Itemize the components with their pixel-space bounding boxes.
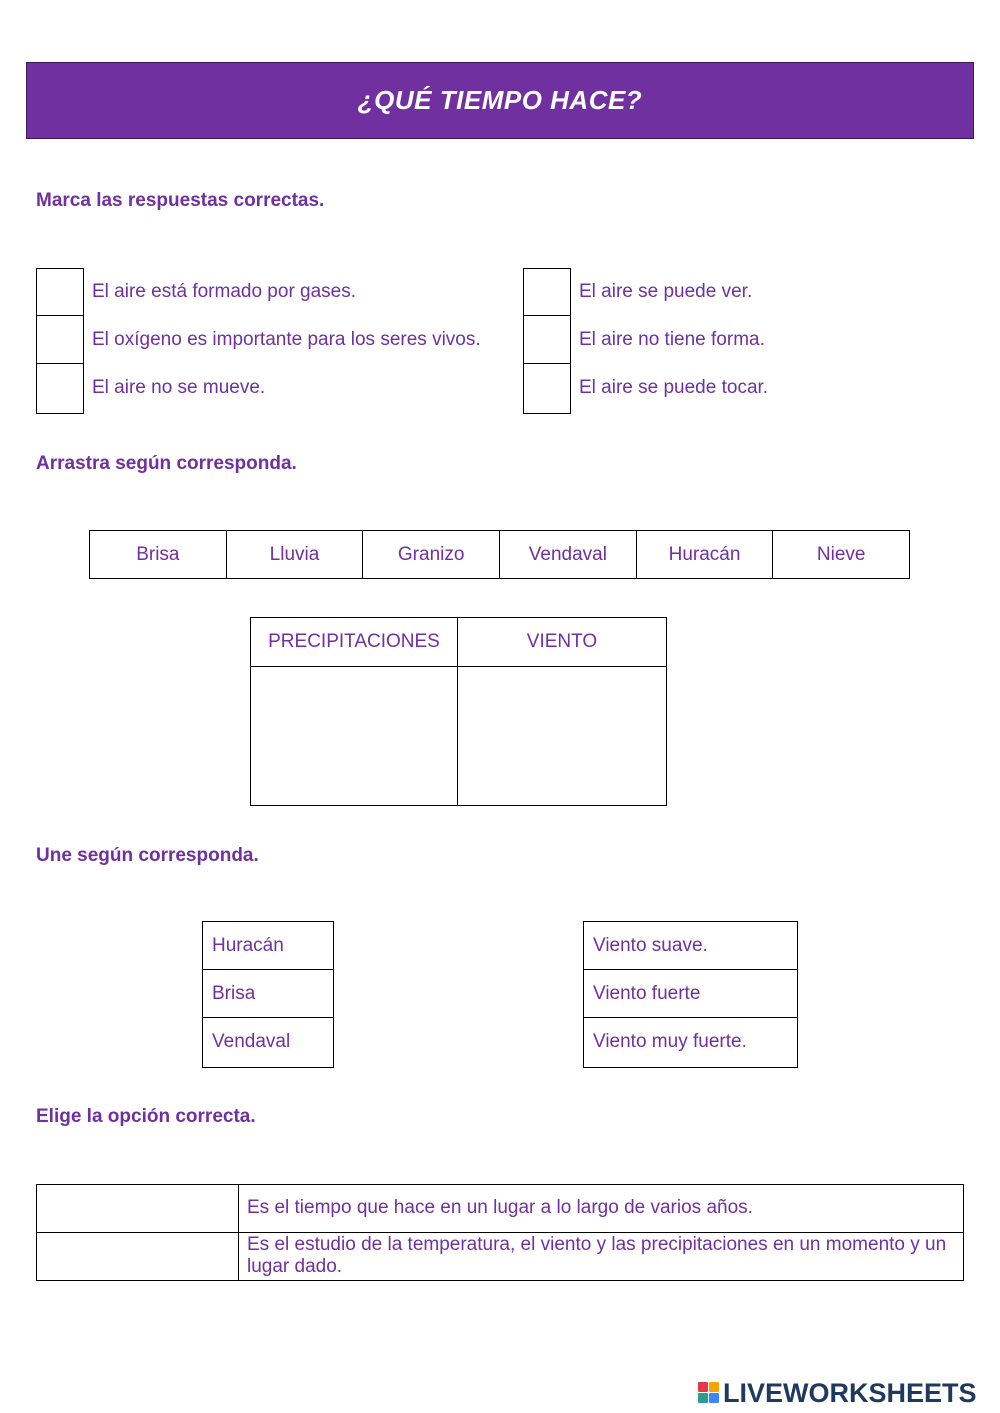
category-header: VIENTO	[458, 618, 666, 667]
title-banner	[26, 62, 974, 139]
match-left-table	[202, 921, 334, 1068]
category-column-viento	[458, 618, 666, 805]
choice-answer-field[interactable]	[37, 1233, 239, 1280]
checkbox-label: El aire se puede ver.	[579, 281, 753, 302]
choice-table	[36, 1184, 964, 1281]
match-right-item[interactable]: Viento muy fuerte.	[593, 1031, 747, 1052]
checkbox[interactable]	[36, 364, 84, 414]
match-left-item[interactable]: Vendaval	[212, 1031, 291, 1052]
choice-answer-field[interactable]	[37, 1185, 239, 1232]
checkbox-label: El aire no se mueve.	[92, 377, 266, 398]
match-left-item[interactable]: Huracán	[203, 922, 333, 970]
checkbox-label: El oxígeno es importante para los seres vivos.	[92, 329, 481, 350]
section-heading-choose: Elige la opción correcta.	[36, 1106, 256, 1127]
draggable-word[interactable]: Lluvia	[227, 531, 364, 578]
checkbox[interactable]	[523, 364, 571, 414]
draggable-word[interactable]: Brisa	[90, 531, 227, 578]
match-right-table	[583, 921, 798, 1068]
category-header: PRECIPITACIONES	[251, 618, 457, 667]
choice-row	[37, 1185, 963, 1233]
liveworksheets-logo-icon	[698, 1382, 720, 1404]
word-bank	[89, 530, 910, 579]
draggable-word[interactable]: Nieve	[816, 543, 866, 565]
drop-zone-viento[interactable]	[458, 667, 666, 806]
drop-zone-precipitaciones[interactable]	[251, 667, 457, 806]
checkbox-label: El aire se puede tocar.	[579, 377, 769, 398]
section-heading-match: Une según corresponda.	[36, 845, 259, 866]
checkbox[interactable]	[523, 316, 571, 364]
checkbox-label: El aire no tiene forma.	[579, 329, 765, 350]
checkbox[interactable]	[523, 268, 571, 316]
match-left-item[interactable]: Brisa	[203, 970, 333, 1018]
section-heading-mark: Marca las respuestas correctas.	[36, 190, 325, 211]
section-heading-drag: Arrastra según corresponda.	[36, 453, 297, 474]
checkbox-label: El aire está formado por gases.	[92, 281, 357, 302]
match-right-item[interactable]: Viento fuerte	[584, 970, 797, 1018]
draggable-word[interactable]: Huracán	[637, 531, 774, 578]
liveworksheets-logo	[698, 1378, 977, 1408]
choice-text: Es el estudio de la temperatura, el viento y las precipitaciones en un momento y un lugar dado.	[247, 1234, 947, 1277]
choice-row	[37, 1233, 963, 1280]
draggable-word[interactable]: Vendaval	[500, 531, 637, 578]
logo-text: LIVEWORKSHEETS	[723, 1377, 977, 1408]
category-column-precipitaciones	[251, 618, 458, 805]
match-right-item[interactable]: Viento suave.	[584, 922, 797, 970]
category-table	[250, 617, 667, 806]
checkbox[interactable]	[36, 316, 84, 364]
page-title: ¿QUÉ TIEMPO HACE?	[357, 85, 643, 115]
checkbox[interactable]	[36, 268, 84, 316]
draggable-word[interactable]: Granizo	[363, 531, 500, 578]
choice-text: Es el tiempo que hace en un lugar a lo largo de varios años.	[247, 1197, 753, 1218]
